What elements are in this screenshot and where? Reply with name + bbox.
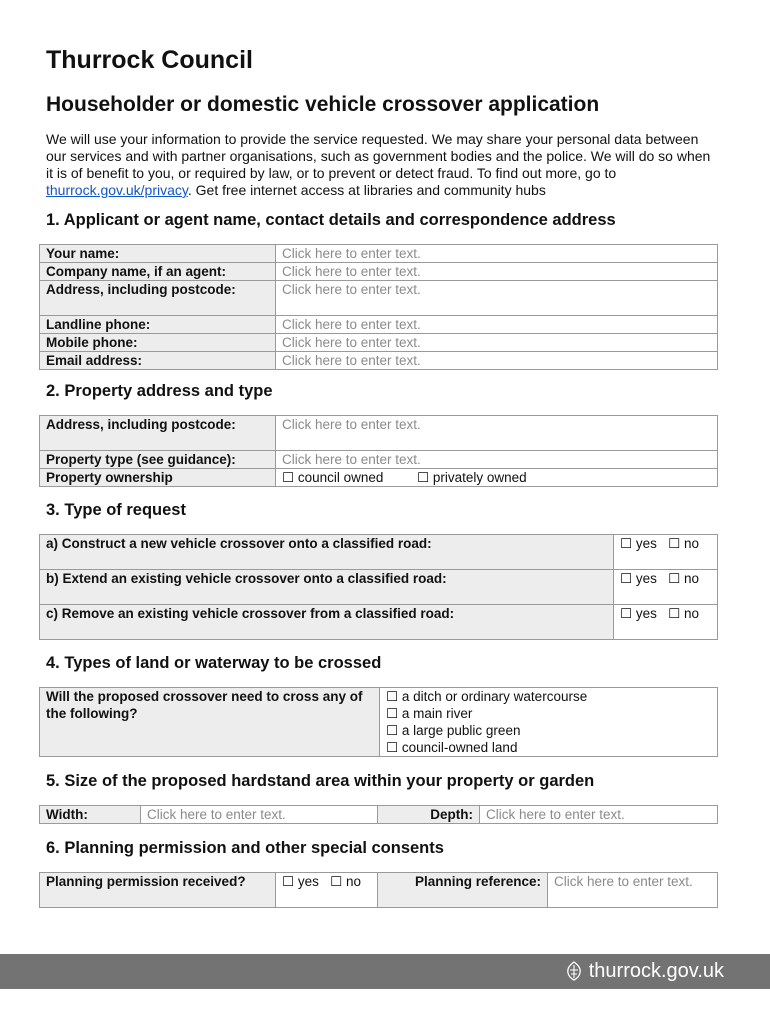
footer-bar (0, 954, 770, 989)
section-1 (46, 210, 726, 370)
section-6-heading: 6. Planning permission and other special consents (46, 839, 444, 857)
land-waterway-table (39, 687, 718, 757)
footer-brand (563, 959, 724, 983)
correspondence-address-label: Address, including postcode: (40, 281, 276, 316)
depth-field[interactable]: Click here to enter text. (480, 806, 718, 824)
permission-yes-label: yes (297, 874, 319, 889)
permission-yes-checkbox[interactable]: ☐ (282, 874, 295, 889)
landline-field[interactable]: Click here to enter text. (276, 316, 718, 334)
construct-no-label: no (684, 536, 700, 551)
width-field[interactable]: Click here to enter text. (141, 806, 378, 824)
construct-yes-checkbox[interactable]: ☐ (620, 536, 633, 551)
extend-yes-label: yes (635, 571, 657, 586)
depth-label: Depth: (378, 806, 480, 824)
org-title: Thurrock Council (46, 46, 253, 74)
property-type-field[interactable]: Click here to enter text. (276, 451, 718, 469)
request-remove-options (614, 605, 718, 640)
remove-yes-label: yes (635, 606, 657, 621)
council-land-option[interactable] (386, 739, 711, 756)
mobile-field[interactable]: Click here to enter text. (276, 334, 718, 352)
council-owned-checkbox[interactable]: ☐ (282, 470, 295, 485)
privacy-text-1: We will use your information to provide the service requested. We may share your personal data between our services and with partner organisations, such as government bodies and the police. We will do so when it is of benefit to you, or required by law, or to prevent or detect fraud. To find out more, go to (46, 131, 711, 181)
request-extend-options (614, 570, 718, 605)
request-remove-label: c) Remove an existing vehicle crossover from a classified road: (40, 605, 614, 640)
remove-no-label: no (684, 606, 700, 621)
form-page (46, 44, 718, 199)
email-field[interactable]: Click here to enter text. (276, 352, 718, 370)
council-land-label: council-owned land (401, 740, 518, 755)
ditch-label: a ditch or ordinary watercourse (401, 689, 588, 704)
extend-yes-checkbox[interactable]: ☐ (620, 571, 633, 586)
section-3 (46, 500, 726, 640)
applicant-table (39, 244, 718, 370)
request-extend-label: b) Extend an existing vehicle crossover onto a classified road: (40, 570, 614, 605)
request-type-table (39, 534, 718, 640)
your-name-field[interactable]: Click here to enter text. (276, 245, 718, 263)
planning-permission-label: Planning permission received? (40, 873, 276, 908)
extend-no-label: no (684, 571, 700, 586)
property-ownership-label: Property ownership (40, 469, 276, 487)
request-construct-options (614, 535, 718, 570)
section-4 (46, 653, 726, 757)
property-ownership-options (276, 469, 718, 487)
email-label: Email address: (40, 352, 276, 370)
planning-permission-options (276, 873, 378, 908)
construct-yes-label: yes (635, 536, 657, 551)
extend-no-checkbox[interactable]: ☐ (668, 571, 681, 586)
land-waterway-question: Will the proposed crossover need to cross any of the following? (40, 688, 380, 757)
main-river-checkbox[interactable]: ☐ (386, 706, 399, 721)
section-2 (46, 381, 726, 487)
thurrock-logo-icon (563, 960, 585, 982)
correspondence-address-field[interactable]: Click here to enter text. (276, 281, 718, 316)
council-land-checkbox[interactable]: ☐ (386, 740, 399, 755)
permission-no-label: no (346, 874, 362, 889)
ditch-checkbox[interactable]: ☐ (386, 689, 399, 704)
permission-no-checkbox[interactable]: ☐ (330, 874, 343, 889)
section-4-heading: 4. Types of land or waterway to be crossed (46, 654, 382, 672)
mobile-label: Mobile phone: (40, 334, 276, 352)
company-name-label: Company name, if an agent: (40, 263, 276, 281)
planning-reference-field[interactable]: Click here to enter text. (548, 873, 718, 908)
land-waterway-options (380, 688, 718, 757)
privately-owned-checkbox[interactable]: ☐ (416, 470, 430, 485)
width-label: Width: (40, 806, 141, 824)
request-construct-label: a) Construct a new vehicle crossover onto a classified road: (40, 535, 614, 570)
remove-yes-checkbox[interactable]: ☐ (620, 606, 633, 621)
section-2-heading: 2. Property address and type (46, 382, 273, 400)
your-name-label: Your name: (40, 245, 276, 263)
section-3-heading: 3. Type of request (46, 501, 186, 519)
property-address-label: Address, including postcode: (40, 416, 276, 451)
property-table (39, 415, 718, 487)
section-5-heading: 5. Size of the proposed hardstand area within your property or garden (46, 772, 595, 790)
privately-owned-label: privately owned (432, 470, 527, 485)
public-green-option[interactable] (386, 722, 711, 739)
public-green-checkbox[interactable]: ☐ (386, 723, 399, 738)
property-address-field[interactable]: Click here to enter text. (276, 416, 718, 451)
council-owned-label: council owned (297, 470, 384, 485)
property-type-label: Property type (see guidance): (40, 451, 276, 469)
planning-table (39, 872, 718, 908)
landline-label: Landline phone: (40, 316, 276, 334)
section-5 (46, 771, 726, 824)
planning-reference-label: Planning reference: (378, 873, 548, 908)
main-river-option[interactable] (386, 705, 711, 722)
privacy-text-2: . Get free internet access at libraries and community hubs (187, 182, 546, 198)
hardstand-size-table (39, 805, 718, 824)
privately-owned-option[interactable] (417, 470, 527, 485)
privacy-notice (46, 131, 718, 199)
remove-no-checkbox[interactable]: ☐ (668, 606, 681, 621)
form-title: Householder or domestic vehicle crossover application (46, 93, 600, 116)
main-river-label: a main river (401, 706, 473, 721)
section-1-heading: 1. Applicant or agent name, contact details and correspondence address (46, 211, 616, 229)
company-name-field[interactable]: Click here to enter text. (276, 263, 718, 281)
ditch-option[interactable] (386, 688, 711, 705)
council-owned-option[interactable] (282, 470, 383, 485)
footer-site: thurrock.gov.uk (588, 960, 724, 982)
public-green-label: a large public green (401, 723, 521, 738)
section-6 (46, 838, 726, 908)
construct-no-checkbox[interactable]: ☐ (668, 536, 681, 551)
privacy-link[interactable]: thurrock.gov.uk/privacy (46, 182, 188, 198)
